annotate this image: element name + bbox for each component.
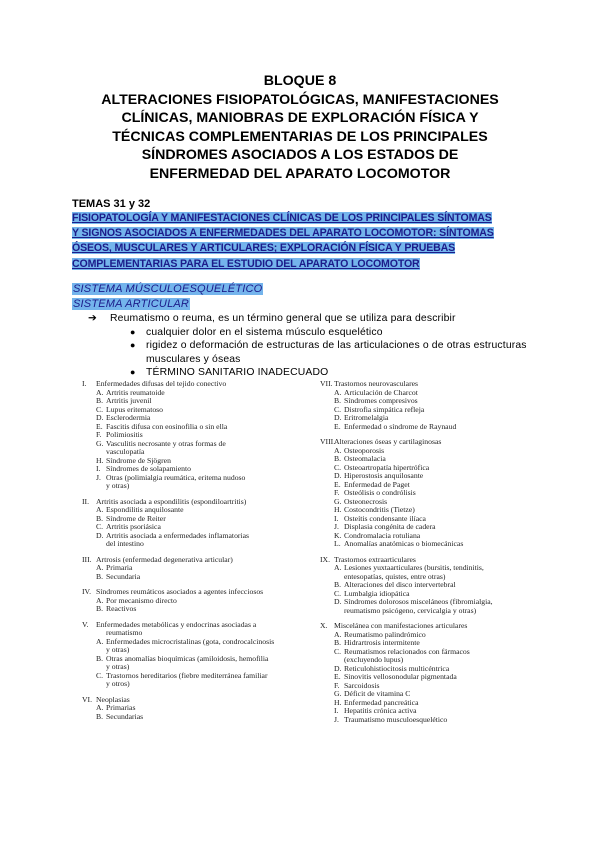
bullet-text: rigidez o deformación de estructuras de las articulaciones o de otras estructuras bbox=[146, 340, 527, 352]
item-text: (excluyendo lupus) bbox=[344, 655, 404, 664]
table-section bbox=[82, 380, 307, 491]
bullet-dot-icon: ● bbox=[130, 326, 136, 337]
item-text: Reactivos bbox=[106, 604, 137, 613]
item-letter: G. bbox=[334, 689, 342, 698]
item-letter: B. bbox=[96, 571, 104, 581]
item-text: Hepatitis crónica activa bbox=[344, 706, 417, 715]
table-section bbox=[320, 622, 550, 724]
item-text: Distrofia simpática refleja bbox=[344, 404, 425, 414]
item-letter: C. bbox=[96, 404, 104, 414]
section-title-text: Trastornos neurovasculares bbox=[334, 379, 419, 388]
item-text: Secundarias bbox=[106, 711, 144, 721]
item-letter: C. bbox=[96, 522, 104, 531]
section-label: SISTEMA MÚSCULOESQUELÉTICO bbox=[73, 283, 263, 295]
document-title bbox=[60, 72, 540, 183]
table-column-left bbox=[82, 380, 307, 728]
item-letter: A. bbox=[334, 387, 342, 397]
section-title-text: Enfermedades metabólicas y endocrinas asociadas a bbox=[96, 619, 257, 629]
title-line: TÉCNICAS COMPLEMENTARIAS DE LOS PRINCIPALES bbox=[112, 128, 488, 145]
item-text: Traumatismo musculoesquelético bbox=[344, 714, 448, 724]
item-text: Reumatismos relacionados con fármacos bbox=[344, 646, 470, 656]
item-text: Alteraciones del disco intervertebral bbox=[344, 580, 456, 589]
item-letter: L. bbox=[334, 539, 341, 548]
item-text: reumatismo psicógeno, cervicalgia y otras) bbox=[344, 605, 477, 615]
item-text: Secundaria bbox=[106, 571, 141, 581]
item-text: Lupus eritematoso bbox=[106, 404, 164, 414]
item-letter: D. bbox=[334, 413, 342, 422]
title-line: ENFERMEDAD DEL APARATO LOCOMOTOR bbox=[149, 165, 451, 182]
section-number: IX. bbox=[320, 554, 331, 564]
item-text: y otros) bbox=[106, 679, 130, 688]
sub-bullet bbox=[88, 366, 548, 380]
item-text: y otras) bbox=[106, 481, 130, 490]
item-letter: G. bbox=[96, 438, 104, 448]
item-text: Hidrartrosis intermitente bbox=[344, 638, 420, 647]
item-text: Enfermedades microcristalinas (gota, condrocalcinosis bbox=[106, 636, 275, 646]
item-text: Espondilitis anquilosante bbox=[106, 505, 184, 514]
item-text: Osteonecrosis bbox=[344, 496, 388, 506]
section-title-text: Síndromes reumáticos asociados a agentes infecciosos bbox=[96, 587, 264, 596]
item-text: Por mecanismo directo bbox=[106, 595, 177, 605]
item-letter: E. bbox=[334, 479, 341, 489]
item-letter: D. bbox=[334, 471, 342, 480]
topic-line: Y SIGNOS ASOCIADOS A ENFERMEDADES DEL APARATO LOCOMOTOR: SÍNTOMAS bbox=[72, 227, 494, 240]
item-text: Síndromes dolorosos misceláneos (fibromialgia, bbox=[344, 597, 493, 606]
item-text: Osteítis condensante ilíaca bbox=[344, 513, 426, 523]
temas-heading: TEMAS 31 y 32 bbox=[72, 198, 151, 210]
item-text: Reumatismo palindrómico bbox=[344, 629, 426, 639]
section-number: V. bbox=[82, 619, 89, 629]
sub-bullet bbox=[88, 326, 548, 340]
item-text: Enfermedad de Paget bbox=[344, 479, 410, 489]
bullet-text: Reumatismo o reuma, es un término general que se utiliza para describir bbox=[110, 313, 456, 324]
item-text: Artritis psoriásica bbox=[106, 522, 161, 531]
item-text: Osteomalacia bbox=[344, 454, 386, 463]
item-text: entesopatías, quistes, entre otras) bbox=[344, 571, 446, 581]
item-letter: B. bbox=[96, 513, 104, 523]
item-letter: C. bbox=[334, 404, 342, 414]
item-text: Osteoartropatía hipertrófica bbox=[344, 462, 430, 472]
item-letter: E. bbox=[96, 421, 103, 431]
table-item bbox=[82, 605, 307, 614]
item-letter: I. bbox=[96, 464, 101, 473]
item-letter: D. bbox=[96, 413, 104, 422]
item-text: Esclerodermia bbox=[106, 413, 151, 422]
table-item bbox=[320, 540, 550, 549]
item-text: Osteólisis o condrólisis bbox=[344, 488, 416, 497]
item-text: Articulación de Charcot bbox=[344, 387, 418, 397]
item-letter: F. bbox=[334, 680, 340, 690]
item-letter: D. bbox=[334, 597, 342, 606]
classification-table-scan bbox=[64, 380, 544, 765]
item-letter: H. bbox=[96, 455, 104, 465]
section-title-text: Neoplasias bbox=[96, 694, 130, 704]
item-letter: J. bbox=[96, 472, 101, 482]
item-letter: E. bbox=[334, 421, 341, 431]
section-musculoesqueletico bbox=[72, 283, 263, 295]
table-item bbox=[82, 680, 307, 689]
item-text: Fascitis difusa con eosinofilia o sin ella bbox=[106, 421, 228, 431]
item-text: Osteoporosis bbox=[344, 445, 385, 455]
item-text: Primaria bbox=[106, 563, 133, 572]
item-letter: A. bbox=[96, 563, 104, 572]
section-number: III. bbox=[82, 554, 92, 564]
item-text: Síndromes de solapamiento bbox=[106, 464, 191, 473]
table-section bbox=[82, 498, 307, 549]
item-text: del intestino bbox=[106, 539, 144, 548]
item-letter: A. bbox=[96, 505, 104, 514]
table-item bbox=[320, 607, 550, 616]
item-letter: D. bbox=[334, 663, 342, 673]
item-letter: C. bbox=[96, 670, 104, 680]
section-title-continued: reumatismo bbox=[106, 628, 143, 637]
table-section bbox=[320, 438, 550, 549]
section-number: X. bbox=[320, 621, 328, 630]
item-letter: A. bbox=[334, 563, 342, 572]
item-text: Déficit de vitamina C bbox=[344, 689, 411, 698]
section-number: I. bbox=[82, 379, 87, 388]
section-title bbox=[82, 621, 307, 630]
table-section bbox=[320, 556, 550, 616]
item-text: Lesiones yuxtaarticulares (bursitis, tendinitis, bbox=[344, 563, 484, 572]
item-letter: E. bbox=[334, 672, 341, 681]
table-item bbox=[82, 713, 307, 722]
topic-line: COMPLEMENTARIAS PARA EL ESTUDIO DEL APARATO LOCOMOTOR bbox=[72, 257, 420, 270]
item-text: Enfermedad pancreática bbox=[344, 697, 419, 707]
section-number: VI. bbox=[82, 694, 93, 704]
table-item bbox=[320, 716, 550, 725]
bullet-text-continued: musculares y óseas bbox=[146, 353, 241, 365]
title-line: CLÍNICAS, MANIOBRAS DE EXPLORACIÓN FÍSICA Y bbox=[121, 110, 479, 126]
item-text: Reticulohistiocitosis multicéntrica bbox=[344, 663, 450, 673]
item-letter: B. bbox=[96, 604, 104, 613]
table-section bbox=[82, 588, 307, 614]
item-text: Síndrome de Sjögren bbox=[106, 455, 171, 465]
item-letter: D. bbox=[96, 530, 104, 540]
item-letter: C. bbox=[334, 462, 342, 472]
item-text: y otras) bbox=[106, 662, 130, 671]
item-text: Polimiositis bbox=[106, 430, 143, 439]
item-letter: A. bbox=[96, 636, 104, 646]
sub-bullet bbox=[88, 339, 548, 366]
table-column-right bbox=[320, 380, 550, 731]
item-text: Síndromes compresivos bbox=[344, 396, 418, 405]
item-letter: A. bbox=[334, 629, 342, 639]
item-letter: H. bbox=[334, 505, 342, 514]
topic-line: FISIOPATOLOGÍA Y MANIFESTACIONES CLÍNICAS DE LOS PRINCIPALES SÍNTOMAS bbox=[72, 212, 492, 224]
section-label: SISTEMA ARTICULAR bbox=[73, 298, 190, 310]
item-text: Sarcoidosis bbox=[344, 680, 380, 690]
item-text: Costocondritis (Tietze) bbox=[344, 505, 415, 514]
item-text: vasculopatía bbox=[106, 447, 145, 456]
item-text: Condromalacia rotuliana bbox=[344, 530, 421, 540]
section-title-text: Artritis asociada a espondilitis (espondiloartritis) bbox=[96, 496, 247, 506]
item-text: Anomalías anatómicas o biomecánicas bbox=[344, 539, 464, 548]
table-item bbox=[82, 573, 307, 582]
item-letter: G. bbox=[334, 496, 342, 506]
bullet-text: TÉRMINO SANITARIO INADECUADO bbox=[146, 367, 329, 379]
item-text: Hiperostosis anquilosante bbox=[344, 471, 424, 480]
item-letter: B. bbox=[334, 454, 342, 463]
item-text: Primarias bbox=[106, 703, 136, 712]
table-section bbox=[82, 621, 307, 689]
item-letter: K. bbox=[334, 530, 342, 540]
item-text: Lumbalgia idiopática bbox=[344, 588, 410, 598]
item-letter: J. bbox=[334, 522, 339, 531]
section-title-text: Artrosis (enfermedad degenerativa articular) bbox=[96, 554, 233, 564]
item-letter: B. bbox=[334, 396, 342, 405]
table-section bbox=[320, 380, 550, 431]
section-number: VII. bbox=[320, 379, 333, 388]
section-title-text: Alteraciones óseas y cartilaginosas bbox=[334, 437, 442, 446]
item-letter: F. bbox=[334, 488, 340, 497]
bullet-text: cualquier dolor en el sistema músculo esquelético bbox=[146, 326, 383, 338]
bullet-dot-icon: ● bbox=[130, 340, 136, 351]
item-letter: I. bbox=[334, 706, 339, 715]
table-item bbox=[320, 423, 550, 432]
item-letter: A. bbox=[96, 387, 104, 397]
table-item bbox=[82, 540, 307, 549]
item-text: Trastornos hereditarios (fiebre mediterránea familiar bbox=[106, 670, 268, 680]
title-line: SÍNDROMES ASOCIADOS A LOS ESTADOS DE bbox=[141, 147, 459, 163]
section-title-text: Enfermedades difusas del tejido conectivo bbox=[96, 379, 227, 388]
item-letter: A. bbox=[96, 595, 104, 605]
item-letter: B. bbox=[96, 711, 104, 721]
title-line: ALTERACIONES FISIOPATOLÓGICAS, MANIFESTACIONES bbox=[101, 91, 499, 108]
section-number: II. bbox=[82, 496, 90, 506]
item-text: Vasculitis necrosante y otras formas de bbox=[106, 438, 226, 448]
section-number: IV. bbox=[82, 587, 92, 596]
arrow-icon: ➔ bbox=[88, 313, 97, 324]
item-text: y otras) bbox=[106, 645, 130, 654]
topic-line: ÓSEOS, MUSCULARES Y ARTICULARES; EXPLORACIÓN FÍSICA Y PRUEBAS bbox=[72, 242, 456, 255]
table-section bbox=[82, 696, 307, 722]
item-text: Sinovitis vellosonodular pigmentada bbox=[344, 672, 457, 681]
item-letter: C. bbox=[334, 646, 342, 656]
item-letter: H. bbox=[334, 697, 342, 707]
section-title-text: Miscelánea con manifestaciones articulares bbox=[334, 621, 468, 630]
item-text: Otras (polimialgia reumática, eritema nudoso bbox=[106, 472, 246, 482]
item-letter: I. bbox=[334, 513, 339, 523]
item-letter: B. bbox=[334, 580, 342, 589]
bullet-list bbox=[88, 312, 548, 380]
arrow-bullet bbox=[88, 312, 548, 326]
section-articular bbox=[72, 298, 190, 310]
item-text: Enfermedad o síndrome de Raynaud bbox=[344, 421, 457, 431]
item-text: Artritis juvenil bbox=[106, 396, 152, 405]
item-letter: B. bbox=[96, 396, 104, 405]
section-number: VIII. bbox=[320, 437, 336, 446]
item-text: Síndrome de Reiter bbox=[106, 513, 166, 523]
table-item bbox=[82, 482, 307, 491]
title-line: BLOQUE 8 bbox=[263, 73, 337, 89]
table-section bbox=[82, 556, 307, 582]
item-letter: A. bbox=[96, 703, 104, 712]
item-letter: A. bbox=[334, 445, 342, 455]
highlighted-topic bbox=[72, 211, 532, 272]
item-text: Artritis reumatoide bbox=[106, 387, 165, 397]
item-text: Otras anomalías bioquímicas (amiloidosis, hemofilia bbox=[106, 653, 269, 663]
item-letter: C. bbox=[334, 588, 342, 598]
item-letter: B. bbox=[96, 653, 104, 663]
bullet-dot-icon: ● bbox=[130, 367, 136, 378]
item-text: Displasia congénita de cadera bbox=[344, 522, 436, 531]
item-letter: B. bbox=[334, 638, 342, 647]
item-letter: J. bbox=[334, 714, 339, 724]
item-letter: F. bbox=[96, 430, 102, 439]
item-text: Artritis asociada a enfermedades inflamatorias bbox=[106, 530, 250, 540]
item-text: Eritromelalgia bbox=[344, 413, 389, 422]
section-title-text: Trastornos extraarticulares bbox=[334, 554, 416, 564]
